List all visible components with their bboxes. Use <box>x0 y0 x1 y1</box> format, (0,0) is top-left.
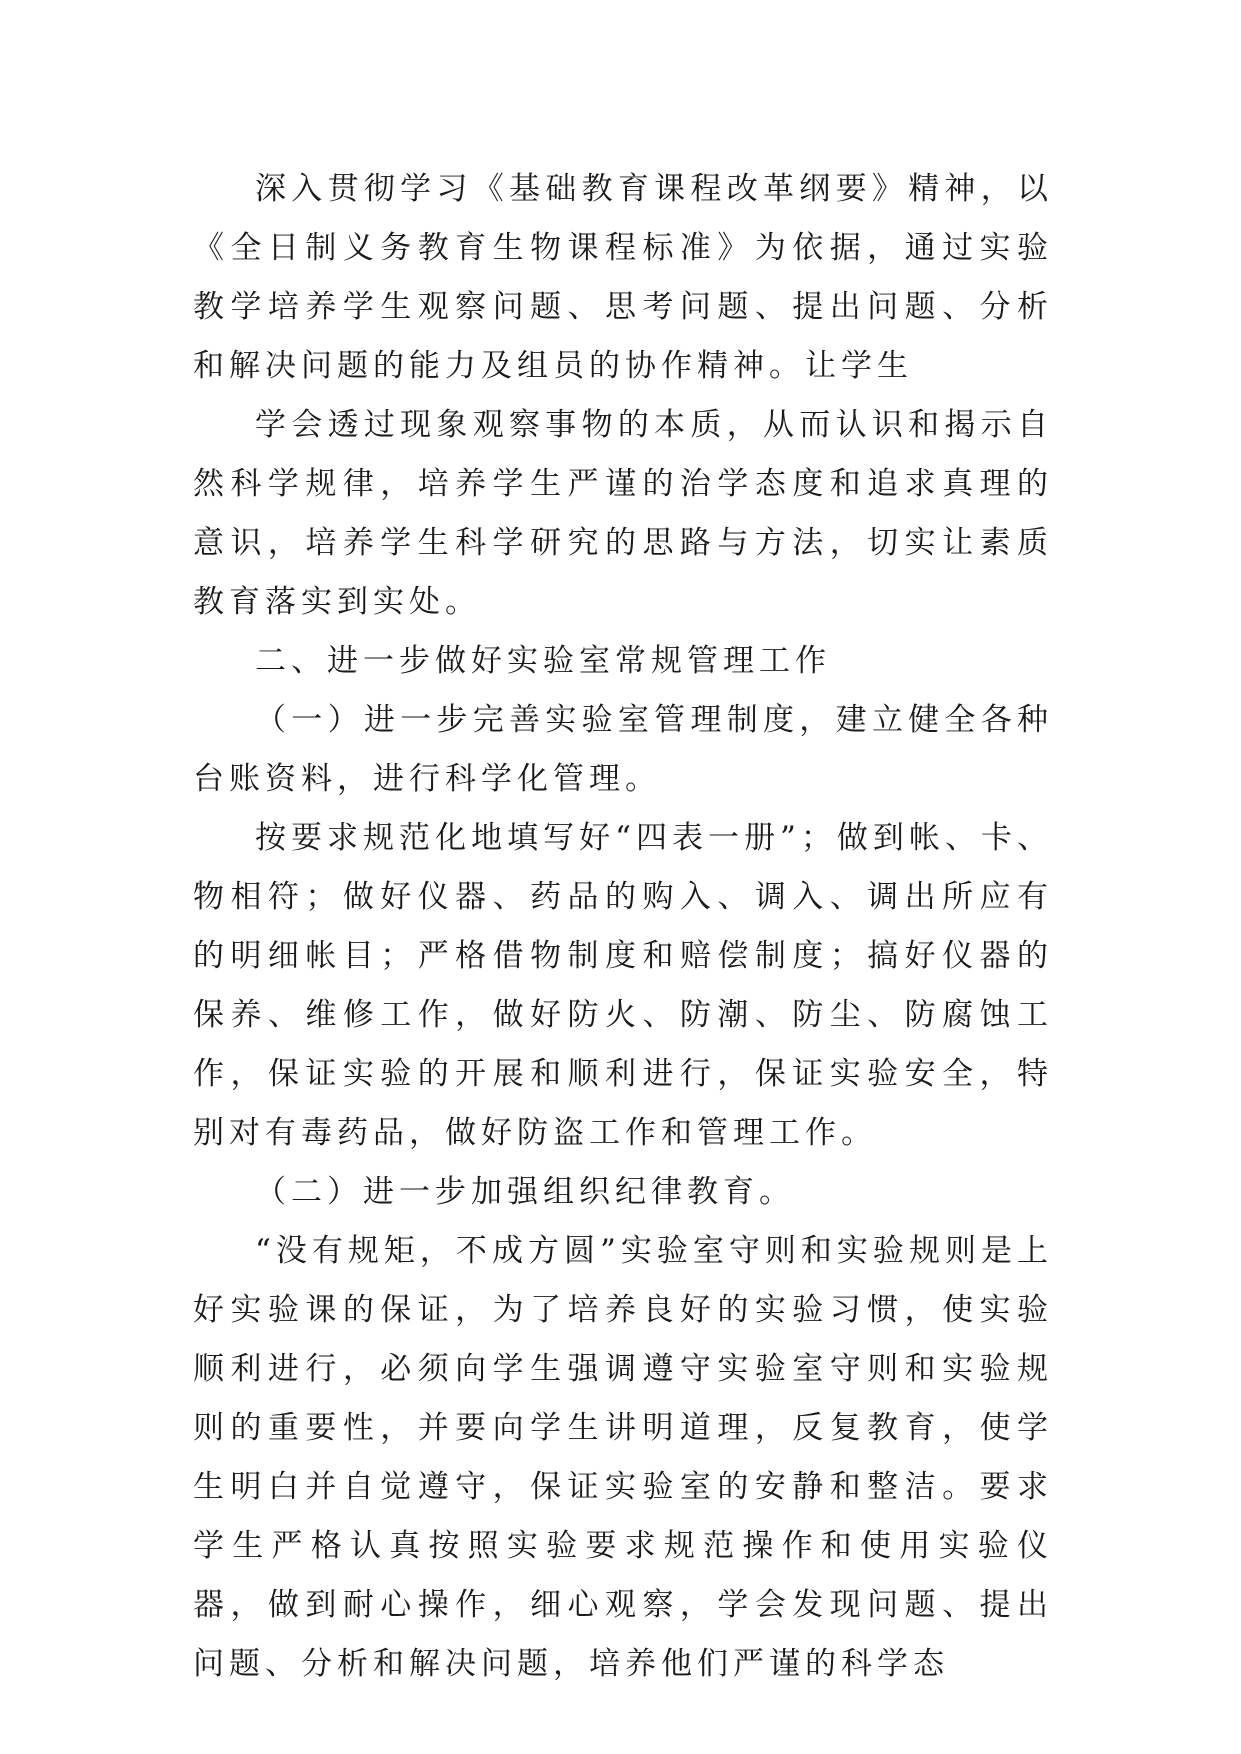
paragraph-teaching-goals: 深入贯彻学习《基础教育课程改革纲要》精神，以《全日制义务教育生物课程标准》为依据，通过实验教学培养学生观察问题、思考问题、提出问题、分析和解决问题的能力及组员的协作精神。让学生 <box>193 171 1053 384</box>
section-heading-lab-management: 二、进一步做好实验室常规管理工作 <box>255 643 831 679</box>
paragraph-records-and-maintenance: 按要求规范化地填写好“四表一册”；做到帐、卡、物相符；做好仪器、药品的购入、调入、调出所应有的明细帐目；严格借物制度和赔偿制度；搞好仪器的保养、维修工作，做好防火、防潮、防尘、防腐蚀工作，保证实验的开展和顺利进行，保证实验安全，特别对有毒药品，做好防盗工作和管理工作。 <box>193 820 1053 1151</box>
paragraph-lab-rules: “没有规矩，不成方圆”实验室守则和实验规则是上好实验课的保证，为了培养良好的实验习惯，使实验顺利进行，必须向学生强调遵守实验室守则和实验规则的重要性，并要向学生讲明道理，反复教育，使学生明白并自觉遵守，保证实验室的安静和整洁。要求学生严格认真按照实验要求规范操作和使用实验仪器，做到耐心操作，细心观察，学会发现问题、提出问题、分析和解决问题，培养他们严谨的科学态 <box>193 1233 1053 1682</box>
subheading-discipline-education: （二）进一步加强组织纪律教育。 <box>255 1174 795 1210</box>
document-body <box>193 160 1053 1694</box>
subheading-management-system: （一）进一步完善实验室管理制度，建立健全各种台账资料，进行科学化管理。 <box>193 702 1053 797</box>
paragraph-scientific-thinking: 学会透过现象观察事物的本质，从而认识和揭示自然科学规律，培养学生严谨的治学态度和追求真理的意识，培养学生科学研究的思路与方法，切实让素质教育落实到实处。 <box>193 407 1053 620</box>
